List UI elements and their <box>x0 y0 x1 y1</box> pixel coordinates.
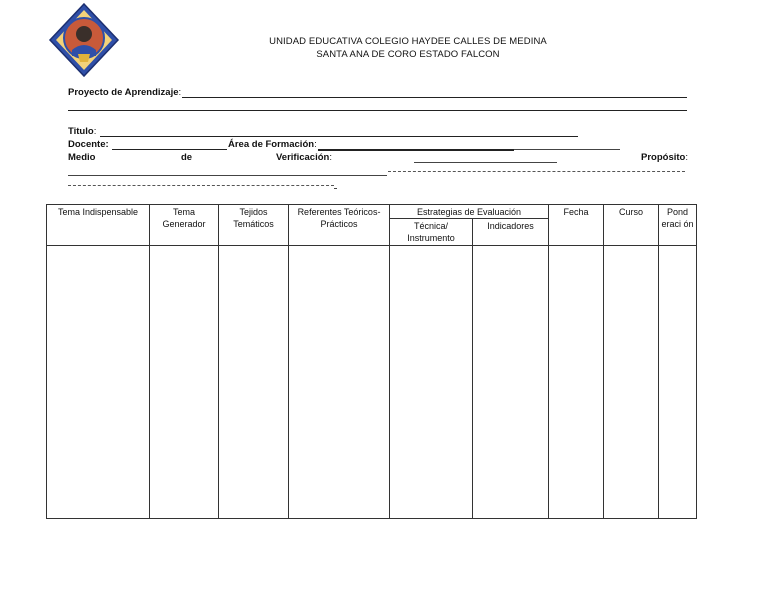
titulo-label: Titulo <box>68 126 94 137</box>
evaluation-table <box>46 204 697 519</box>
table-cell[interactable] <box>604 246 659 519</box>
verificacion-label: Verificación <box>276 152 330 163</box>
proyecto-line-2[interactable] <box>68 110 687 111</box>
area-colon: : <box>314 139 317 150</box>
col-referentes: Referentes Teóricos-Prácticos <box>289 205 390 246</box>
col-tecnica: Técnica/ Instrumento <box>390 219 473 246</box>
fill-line-2-end <box>334 188 337 189</box>
table-cell[interactable] <box>473 246 549 519</box>
titulo-field <box>68 126 96 137</box>
table-cell[interactable] <box>219 246 289 519</box>
col-tema-generador: Tema Generador <box>150 205 219 246</box>
table-cell[interactable] <box>390 246 473 519</box>
table-cell[interactable] <box>289 246 390 519</box>
titulo-line[interactable] <box>100 136 578 137</box>
docente-label: Docente: <box>68 139 109 150</box>
fill-line-1[interactable] <box>68 175 387 176</box>
docente-line[interactable] <box>112 149 227 150</box>
area-field <box>228 139 317 150</box>
proposito-field <box>641 152 688 163</box>
area-line[interactable] <box>318 149 514 151</box>
proyecto-label: Proyecto de Aprendizaje <box>68 87 179 98</box>
titulo-colon: : <box>93 126 97 137</box>
verificacion-colon: : <box>329 152 332 163</box>
proyecto-field <box>68 87 181 98</box>
medio-label: Medio <box>68 152 96 163</box>
table-row <box>47 246 697 519</box>
col-ponderacion: Pond eraci ón <box>659 205 697 246</box>
proyecto-colon: : <box>178 87 182 98</box>
col-indicadores: Indicadores <box>473 219 549 246</box>
col-estrategias: Estrategias de Evaluación <box>390 205 549 219</box>
school-crest-logo <box>48 2 120 78</box>
col-fecha: Fecha <box>549 205 604 246</box>
proposito-label: Propósito <box>641 152 686 163</box>
de-label: de <box>181 152 193 163</box>
proyecto-line[interactable] <box>182 97 687 98</box>
verificacion-field <box>276 152 332 163</box>
area-label: Área de Formación <box>228 139 315 150</box>
col-curso: Curso <box>604 205 659 246</box>
col-tema-indispensable: Tema Indispensable <box>47 205 150 246</box>
verificacion-line[interactable] <box>414 162 557 163</box>
proposito-colon: : <box>685 152 688 163</box>
fill-line-2-dashed[interactable] <box>68 185 334 186</box>
school-name: UNIDAD EDUCATIVA COLEGIO HAYDEE CALLES DE MEDINA <box>269 36 547 47</box>
col-tejidos-tematicos: Tejidos Temáticos <box>219 205 289 246</box>
fill-line-1-dashed[interactable] <box>388 171 685 172</box>
school-location: SANTA ANA DE CORO ESTADO FALCON <box>316 49 500 60</box>
table-cell[interactable] <box>549 246 604 519</box>
table-cell[interactable] <box>47 246 150 519</box>
table-cell[interactable] <box>659 246 697 519</box>
area-line-ext[interactable] <box>514 149 620 150</box>
table-cell[interactable] <box>150 246 219 519</box>
